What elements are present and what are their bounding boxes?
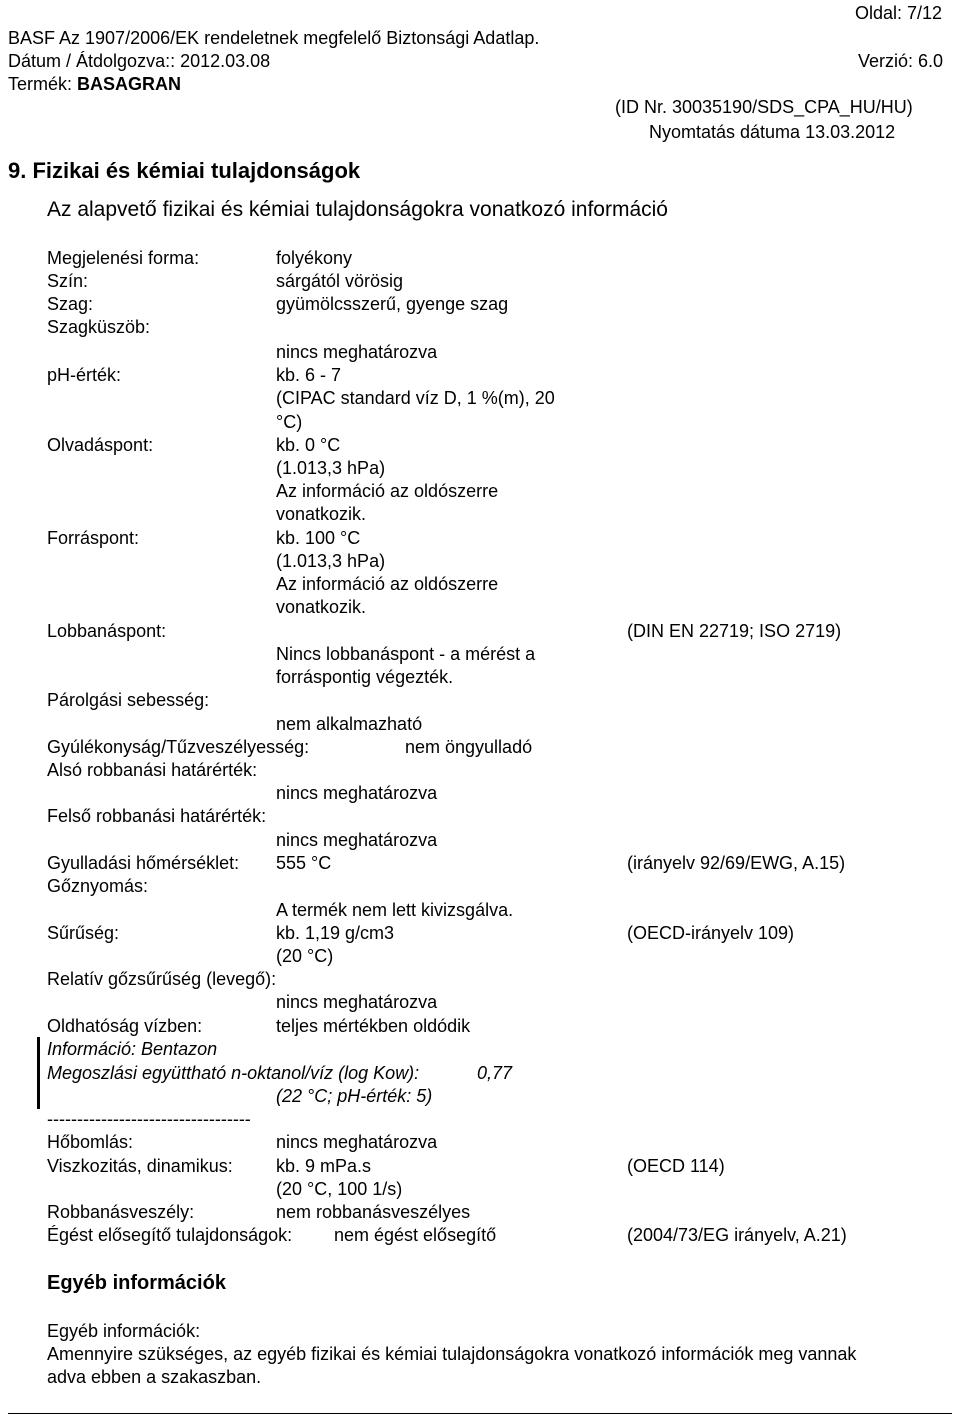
melting-pressure: (1.013,3 hPa): [276, 458, 386, 478]
partition-value: 0,77: [477, 1063, 513, 1083]
odor-value: gyümölcsszerű, gyenge szag: [276, 294, 509, 314]
vapor-pressure-label: Gőznyomás:: [47, 876, 149, 896]
lower-explosion-limit-label: Alsó robbanási határérték:: [47, 760, 258, 780]
melting-value: kb. 0 °C: [276, 435, 341, 455]
version: Verzió: 6.0: [858, 51, 944, 71]
ph-condition-cont: °C): [276, 412, 303, 432]
decomposition-label: Hőbomlás:: [47, 1132, 134, 1152]
relative-vapor-density-label: Relatív gőzsűrűség (levegő):: [47, 969, 277, 989]
solubility-value: teljes mértékben oldódik: [276, 1016, 471, 1036]
lower-explosion-limit-value: nincs meghatározva: [276, 783, 438, 803]
density-condition: (20 °C): [276, 946, 334, 966]
ph-condition: (CIPAC standard víz D, 1 %(m), 20: [276, 388, 555, 408]
appearance-value: folyékony: [276, 248, 353, 268]
separator-dashes: ----------------------------------: [47, 1109, 251, 1129]
flash-value: Nincs lobbanáspont - a mérést a: [276, 644, 536, 664]
viscosity-label: Viszkozitás, dinamikus:: [47, 1156, 233, 1176]
section-title: 9. Fizikai és kémiai tulajdonságok: [8, 158, 361, 183]
ph-value: kb. 6 - 7: [276, 365, 342, 385]
footer-divider: [8, 1413, 952, 1414]
upper-explosion-limit-label: Felső robbanási határérték:: [47, 806, 267, 826]
section-subtitle: Az alapvető fizikai és kémiai tulajdonságokra vonatkozó információ: [47, 198, 668, 221]
partition-label: Megoszlási együttható n-oktanol/víz (log Kow):: [47, 1063, 420, 1083]
oxidizing-value: nem égést elősegítő: [334, 1225, 497, 1245]
ignition-label: Gyulladási hőmérséklet:: [47, 853, 240, 873]
flash-label: Lobbanáspont:: [47, 621, 167, 641]
solubility-label: Oldhatóság vízben:: [47, 1016, 203, 1036]
melting-note: Az információ az oldószerre: [276, 481, 499, 501]
boiling-label: Forráspont:: [47, 528, 140, 548]
explosive-label: Robbanásveszély:: [47, 1202, 195, 1222]
product-label: Termék:: [8, 74, 78, 94]
viscosity-condition: (20 °C, 100 1/s): [276, 1179, 403, 1199]
boiling-note: Az információ az oldószerre: [276, 574, 499, 594]
ignition-value: 555 °C: [276, 853, 332, 873]
revision-date: Dátum / Átdolgozva:: 2012.03.08: [8, 51, 271, 71]
density-method: (OECD-irányelv 109): [627, 923, 795, 943]
boiling-pressure: (1.013,3 hPa): [276, 551, 386, 571]
density-label: Sűrűség:: [47, 923, 120, 943]
other-info-text: Amennyire szükséges, az egyéb fizikai és kémiai tulajdonságokra vonatkozó információk meg vannak: [47, 1344, 857, 1364]
boiling-note-cont: vonatkozik.: [276, 597, 367, 617]
other-info-text-cont: adva ebben a szakaszban.: [47, 1367, 262, 1387]
flash-value-cont: forráspontig végezték.: [276, 667, 454, 687]
vapor-pressure-value: A termék nem lett kivizsgálva.: [276, 900, 514, 920]
print-date: Nyomtatás dátuma 13.03.2012: [649, 122, 896, 142]
odor-threshold-value: nincs meghatározva: [276, 342, 438, 362]
color-label: Szín:: [47, 271, 89, 291]
product-line: [8, 73, 181, 95]
decomposition-value: nincs meghatározva: [276, 1132, 438, 1152]
evaporation-value: nem alkalmazható: [276, 714, 423, 734]
sds-id: (ID Nr. 30035190/SDS_CPA_HU/HU): [615, 97, 913, 117]
evaporation-label: Párolgási sebesség:: [47, 690, 210, 710]
explosive-value: nem robbanásveszélyes: [276, 1202, 471, 1222]
bentazon-info: Információ: Bentazon: [47, 1039, 218, 1059]
revision-bar: [37, 1037, 40, 1109]
ignition-method: (irányelv 92/69/EWG, A.15): [627, 853, 846, 873]
viscosity-value: kb. 9 mPa.s: [276, 1156, 372, 1176]
ph-label: pH-érték:: [47, 365, 122, 385]
melting-label: Olvadáspont:: [47, 435, 154, 455]
product-name: BASAGRAN: [77, 74, 182, 94]
partition-condition: (22 °C; pH-érték: 5): [276, 1086, 433, 1106]
page-number: Oldal: 7/12: [855, 3, 943, 23]
density-value: kb. 1,19 g/cm3: [276, 923, 395, 943]
document-title: BASF Az 1907/2006/EK rendeletnek megfelelő Biztonsági Adatlap.: [8, 28, 540, 48]
melting-note-cont: vonatkozik.: [276, 504, 367, 524]
flash-method: (DIN EN 22719; ISO 2719): [627, 621, 842, 641]
flammability-label: Gyúlékonyság/Tűzveszélyesség:: [47, 737, 310, 757]
oxidizing-label: Égést elősegítő tulajdonságok:: [47, 1225, 293, 1245]
oxidizing-method: (2004/73/EG irányelv, A.21): [627, 1225, 847, 1245]
other-info-title: Egyéb információk: [47, 1272, 226, 1294]
odor-label: Szag:: [47, 294, 94, 314]
boiling-value: kb. 100 °C: [276, 528, 361, 548]
flammability-value: nem öngyulladó: [405, 737, 533, 757]
appearance-label: Megjelenési forma:: [47, 248, 200, 268]
upper-explosion-limit-value: nincs meghatározva: [276, 830, 438, 850]
odor-threshold-label: Szagküszöb:: [47, 317, 151, 337]
viscosity-method: (OECD 114): [627, 1156, 725, 1176]
other-info-label: Egyéb információk:: [47, 1321, 201, 1341]
relative-vapor-density-value: nincs meghatározva: [276, 992, 438, 1012]
color-value: sárgától vörösig: [276, 271, 404, 291]
